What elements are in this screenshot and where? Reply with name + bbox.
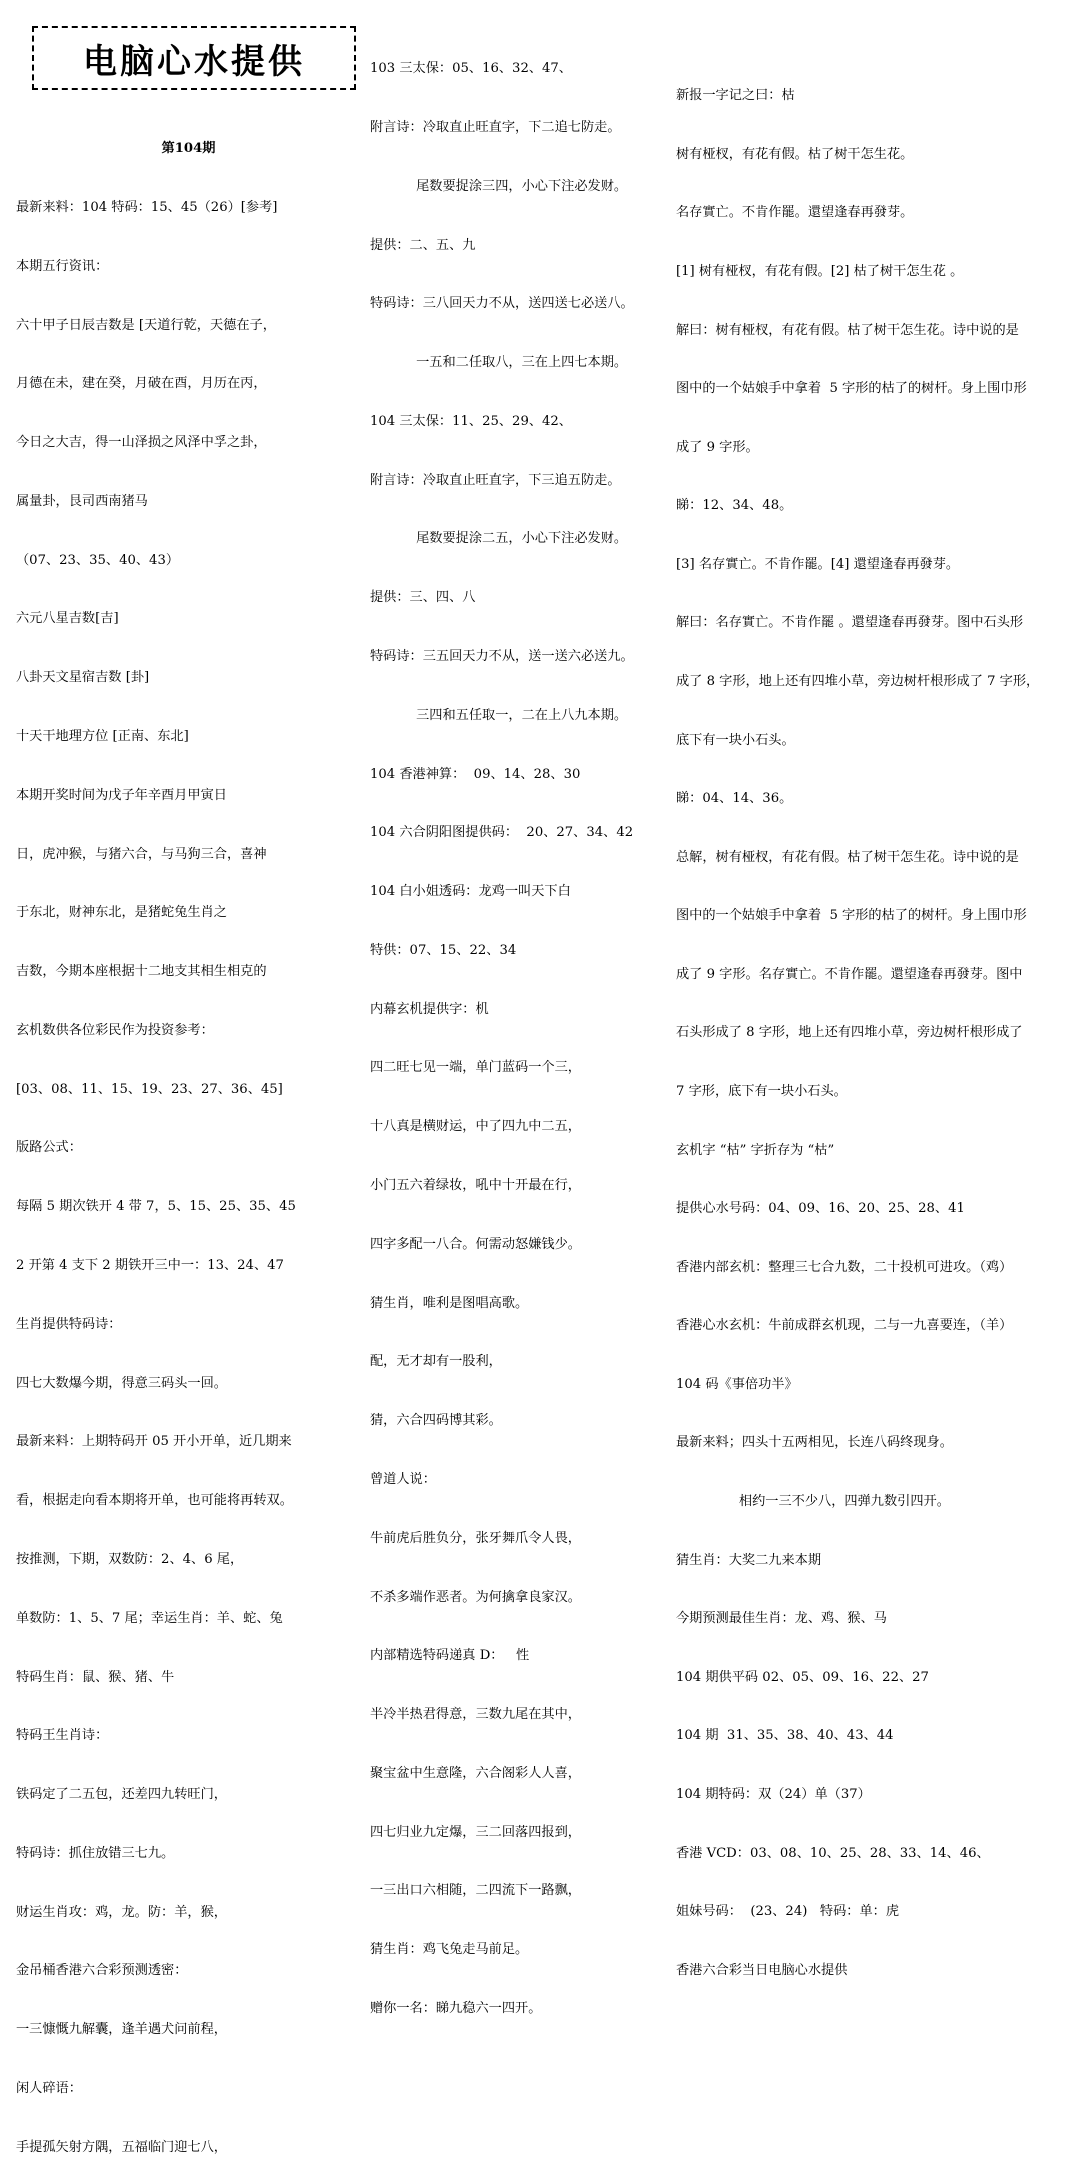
text-line: 7 字形，底下有一块小石头。 — [676, 1084, 847, 1100]
text-line: 104 六合阴阳图提供码： 20、27、34、42 — [370, 825, 634, 841]
issue-number: 第104期 — [161, 141, 216, 157]
text-line: 看，根据走向看本期将开单，也可能将再转双。 — [16, 1493, 293, 1509]
text-line: 睇：12、34、48。 — [676, 498, 793, 514]
text-line: 六元八星吉数[吉] — [16, 611, 119, 627]
text-line: 玄机字 “枯” 字折存为 “枯” — [676, 1142, 835, 1158]
text-line: 曾道人说： — [370, 1471, 436, 1487]
text-line: 属量卦，艮司西南猪马 — [16, 493, 148, 509]
text-line: 附言诗：冷取直止旺直字，下三追五防走。 — [370, 472, 621, 488]
text-line: 一三出口六相随，二四流下一路飘， — [370, 1883, 581, 1899]
text-line: 版路公式： — [16, 1140, 82, 1156]
text-line: 104 三太保：11、25、29、42、 — [370, 413, 572, 429]
text-line: 一三慷慨九解囊，逢羊遇犬问前程， — [16, 2022, 227, 2038]
text-line: 特码生肖：鼠、猴、猪、牛 — [16, 1669, 175, 1685]
text-line: 104 香港神算： 09、14、28、30 — [370, 766, 581, 782]
text-line: 石头形成了 8 字形，地上还有四堆小草，旁边树杆根形成了 — [676, 1025, 1023, 1041]
text-line: 104 期 31、35、38、40、43、44 — [676, 1728, 894, 1744]
column-3 — [676, 47, 1076, 1978]
text-line: 103 三太保：05、16、32、47、 — [370, 61, 572, 77]
text-line: 四七归业九定爆，三二回落四报到， — [370, 1824, 581, 1840]
text-line: 一五和二任取八，三在上四七本期。 — [370, 355, 628, 371]
text-line: [3] 名存實亡。不肯作罷。[4] 還望逢春再發芽。 — [676, 556, 960, 572]
text-line: 本期开奖时间为戊子年辛酉月甲寅日 — [16, 787, 227, 803]
text-line: 内部精选特码递真 D： 性 — [370, 1648, 530, 1664]
text-line: 名存實亡。不肯作罷。還望逢春再發芽。 — [676, 205, 914, 221]
text-line: 最新来料：104 特码：15、45（26）[参考] — [16, 199, 278, 215]
text-line: 今期预测最佳生肖：龙、鸡、猴、马 — [676, 1611, 887, 1627]
text-line: （07、23、35、40、43） — [16, 552, 180, 568]
text-line: 尾数要捉涂二五，小心下注必发财。 — [370, 531, 628, 547]
text-line: 猜生肖：鸡飞兔走马前足。 — [370, 1942, 529, 1958]
text-line: 赠你一名：睇九稳六一四开。 — [370, 2000, 542, 2016]
text-line: 月德在未，建在癸，月破在酉，月历在丙， — [16, 376, 267, 392]
text-line: 睇：04、14、36。 — [676, 791, 793, 807]
text-line: 按推测，下期，双数防：2、4、6 尾， — [16, 1551, 244, 1567]
text-line: 尾数要捉涂三四，小心下注必发财。 — [370, 178, 628, 194]
text-line: 半冷半热君得意，三数九尾在其中， — [370, 1707, 581, 1723]
text-line: 不杀多端作恶者。为何擒拿良家汉。 — [370, 1589, 581, 1605]
text-line: 于东北，财神东北，是猪蛇兔生肖之 — [16, 905, 227, 921]
text-line: 八卦天文星宿吉数 [卦] — [16, 670, 150, 686]
text-line: 六十甲子日辰吉数是 [天道行乾，天德在子， — [16, 317, 276, 333]
title-box — [32, 26, 356, 90]
text-line: 玄机数供各位彩民作为投资参考： — [16, 1022, 214, 1038]
text-line: 财运生肖攻：鸡，龙。防：羊，猴， — [16, 1904, 227, 1920]
text-line: 日，虎冲猴，与猪六合，与马狗三合，喜神 — [16, 846, 267, 862]
text-line: 小门五六着绿妆，吼中十开最在行， — [370, 1178, 581, 1194]
text-line: 104 码《事倍功半》 — [676, 1376, 798, 1392]
text-line: 闲人碎语： — [16, 2080, 82, 2096]
text-line: 底下有一块小石头。 — [676, 732, 795, 748]
text-line: 附言诗：冷取直止旺直字，下二追七防走。 — [370, 119, 621, 135]
text-line: 104 期供平码 02、05、09、16、22、27 — [676, 1669, 929, 1685]
text-line: 内幕玄机提供字：机 — [370, 1001, 489, 1017]
text-line: 三四和五任取一，二在上八九本期。 — [370, 707, 628, 723]
text-line: 四二旺七见一端，单门蓝码一个三， — [370, 1060, 581, 1076]
text-line: 提供：三、四、八 — [370, 590, 476, 606]
text-line: 香港六合彩当日电脑心水提供 — [676, 1962, 848, 1978]
text-line: 猜生肖，唯利是图唱高歌。 — [370, 1295, 529, 1311]
text-line: 成了 9 字形。名存實亡。不肯作罷。還望逢春再發芽。图中 — [676, 966, 1023, 982]
text-line: 提供心水号码：04、09、16、20、25、28、41 — [676, 1201, 965, 1217]
text-line: 提供：二、五、九 — [370, 237, 476, 253]
text-line: 猜生肖：大奖二九来本期 — [676, 1552, 822, 1568]
text-line: 最新来料；四头十五两相见，长连八码终现身。 — [676, 1435, 953, 1451]
text-line: 香港内部玄机：整理三七合九数，二十投机可进攻。（鸡） — [676, 1259, 1013, 1275]
text-line: 四字多配一八合。何需动怒嫌钱少。 — [370, 1236, 581, 1252]
text-line: 树有桠杈，有花有假。枯了树干怎生花。 — [676, 146, 914, 162]
text-line: 特码诗：抓住放错三七九。 — [16, 1845, 175, 1861]
text-line: 本期五行资讯： — [16, 258, 109, 274]
text-line: 成了 9 字形。 — [676, 439, 759, 455]
text-line: 解曰：名存實亡。不肯作罷 。還望逢春再發芽。图中石头形 — [676, 615, 1024, 631]
text-line: 手提孤矢射方隅，五福临门迎七八， — [16, 2139, 227, 2155]
text-line: 单数防：1、5、7 尾；幸运生肖：羊、蛇、兔 — [16, 1610, 283, 1626]
text-line: 今日之大吉，得一山泽损之风泽中孚之卦， — [16, 435, 267, 451]
text-line: 每隔 5 期次铁开 4 带 7，5、15、25、35、45 — [16, 1199, 296, 1215]
text-line: [03、08、11、15、19、23、27、36、45] — [16, 1081, 283, 1097]
text-line: 姐妹号码： (23、24) 特码：单：虎 — [676, 1904, 900, 1920]
text-line: 特码诗：三八回天力不从，送四送七必送八。 — [370, 296, 634, 312]
text-line: 图中的一个姑娘手中拿着 5 字形的枯了的树杆。身上围巾形 — [676, 381, 1027, 397]
text-line: 金吊桶香港六合彩预测透密： — [16, 1963, 188, 1979]
text-line: 总解，树有桠杈，有花有假。枯了树干怎生花。诗中说的是 — [676, 849, 1019, 865]
text-line: [1] 树有桠杈，有花有假。[2] 枯了树干怎生花 。 — [676, 263, 964, 279]
text-line: 香港心水玄机：牛前成群玄机现，二与一九喜要连，（羊） — [676, 1318, 1013, 1334]
text-line: 解曰：树有桠杈，有花有假。枯了树干怎生花。诗中说的是 — [676, 322, 1019, 338]
text-line: 配，无才却有一股利， — [370, 1354, 502, 1370]
text-line: 聚宝盆中生意隆，六合阁彩人人喜， — [370, 1765, 581, 1781]
text-line: 香港 VCD：03、08、10、25、28、33、14、46、 — [676, 1845, 990, 1861]
text-line: 最新来料：上期特码开 05 开小开单，近几期来 — [16, 1434, 292, 1450]
column-1 — [16, 100, 361, 2155]
text-line: 吉数，今期本座根据十二地支其相生相克的 — [16, 964, 267, 980]
text-line: 十天干地理方位 [正南、东北] — [16, 729, 189, 744]
text-line: 特供：07、15、22、34 — [370, 942, 517, 958]
text-line: 生肖提供特码诗： — [16, 1316, 122, 1332]
text-line: 猜，六合四码博其彩。 — [370, 1413, 502, 1429]
text-line: 104 白小姐透码：龙鸡一叫天下白 — [370, 884, 571, 900]
text-line: 相约一三不少八，四弹九数引四开。 — [676, 1494, 950, 1510]
text-line: 图中的一个姑娘手中拿着 5 字形的枯了的树杆。身上围巾形 — [676, 908, 1027, 924]
text-line: 特码王生肖诗： — [16, 1728, 109, 1744]
text-line: 牛前虎后胜负分，张牙舞爪令人畏， — [370, 1530, 581, 1546]
text-line: 四七大数爆今期，得意三码头一回。 — [16, 1375, 227, 1391]
text-line: 104 期特码：双（24）单（37） — [676, 1786, 871, 1802]
text-line: 新报一字记之曰：枯 — [676, 88, 795, 104]
text-line: 十八真是横财运，中了四九中二五， — [370, 1119, 581, 1135]
text-line: 2 开第 4 支下 2 期铁开三中一：13、24、47 — [16, 1258, 284, 1274]
text-line: 铁码定了二五包，还差四九转旺门， — [16, 1787, 227, 1803]
column-2 — [370, 20, 670, 2016]
page-title: 电脑心水提供 — [83, 41, 305, 82]
text-line: 特码诗：三五回天力不从，送一送六必送九。 — [370, 649, 634, 664]
text-line: 成了 8 字形，地上还有四堆小草，旁边树杆根形成了 7 字形， — [676, 673, 1040, 689]
